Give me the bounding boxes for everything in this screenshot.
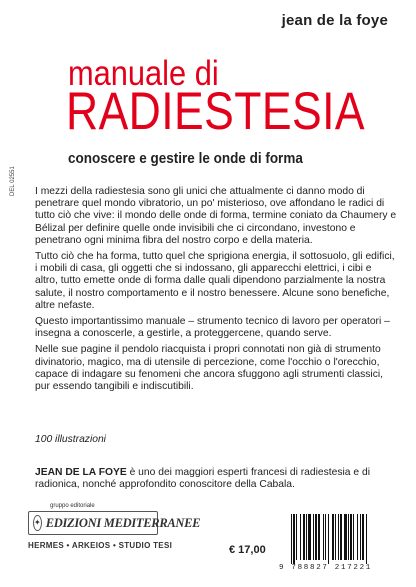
publisher-imprints: HERMES • ARKEIOS • STUDIO TESI [28,541,173,550]
paragraph: Nelle sue pagine il pendolo riacquista i propri connotati non già di strumento divinatorio, magico, ma di utensile di percezione, come l'occhio o l'orecchio, capace di indagare su fenomeni che ancora sfuggono agli strumenti classici, pur essendo tangibili e indiscutibili. [35,344,384,393]
author-bio [35,467,395,491]
paragraph: Questo importantissimo manuale – strumento tecnico di lavoro per operatori – insegna a conoscerle, a gestirle, a proteggercene, quando serve. [35,316,390,340]
publisher-name: EDIZIONI MEDITERRANEE [45,515,201,530]
barcode-bar [323,514,324,560]
barcode-bar [344,514,347,560]
barcode-bar [338,514,339,560]
illustrations-note: 100 illustrazioni [35,434,106,445]
bio-text: è uno dei maggiori esperti francesi di radiestesia e di radionica, nonché approfondito conoscitore della Cabala. [35,467,370,491]
barcode-bar [296,514,297,560]
barcode-bar [350,514,352,560]
barcode-bar [328,514,329,564]
barcode-icon [289,514,397,564]
bio-name: JEAN DE LA FOYE [35,467,127,478]
barcode-bar [340,514,342,560]
price: € 17,00 [229,544,266,556]
barcode-bar [348,514,349,560]
publisher-group: gruppo editoriale [50,503,95,509]
barcode-bar [335,514,336,560]
barcode-bar [366,514,367,564]
publisher-mark-icon: ✦ [33,515,42,531]
publisher-logo-box [28,511,201,535]
author-name: jean de la foye [281,12,388,29]
barcode-number: 9 788827 217221 [279,564,373,572]
barcode-bar [308,514,311,560]
subtitle: conoscere e gestire le onde di forma [68,150,303,167]
title-line-2: RADIESTESIA [66,82,366,141]
paragraph: I mezzi della radiestesia sono gli unici che attualmente ci danno modo di penetrare quel mondo vibratorio, un po' misterioso, ove affondano le radici di tutto ciò che vive: il mondo delle onde di forma, termine coniato da Chaumery e Bélizal per definire quelle onde invisibili che ci circondano, investono e penetrano ogni minima fibra del nostro corpo e della materia. [35,186,397,246]
barcode-bar [325,514,326,560]
description [35,186,397,397]
barcode-bar [360,514,361,560]
barcode-bar [315,514,317,560]
barcode-bar [353,514,354,560]
barcode-bar [306,514,307,560]
paragraph: Tutto ciò che ha forma, tutto quel che sprigiona energia, il sottosuolo, gli edifici, i mobili di casa, gli oggetti che si indossano, gli apparecchi elettrici, i cibi e altro, tutto emette onde di forma dalle quali dipendono parzialmente la nostra salute, il nostro comportamento e il nostro benessere. Alcune sono benefiche, altre nefaste. [35,251,395,311]
side-code: DEL 02551 [10,166,16,196]
barcode-bar [300,514,301,560]
title-line-1: manuale di [68,54,219,93]
barcode-bar [318,514,320,560]
barcode-bar [291,514,292,564]
barcode-bar [303,514,305,560]
barcode-bar [362,514,364,560]
barcode-bar [313,514,314,560]
barcode-bar [293,514,295,564]
barcode-bar [332,514,334,560]
publisher-logo [28,503,201,573]
barcode-bar [357,514,358,560]
